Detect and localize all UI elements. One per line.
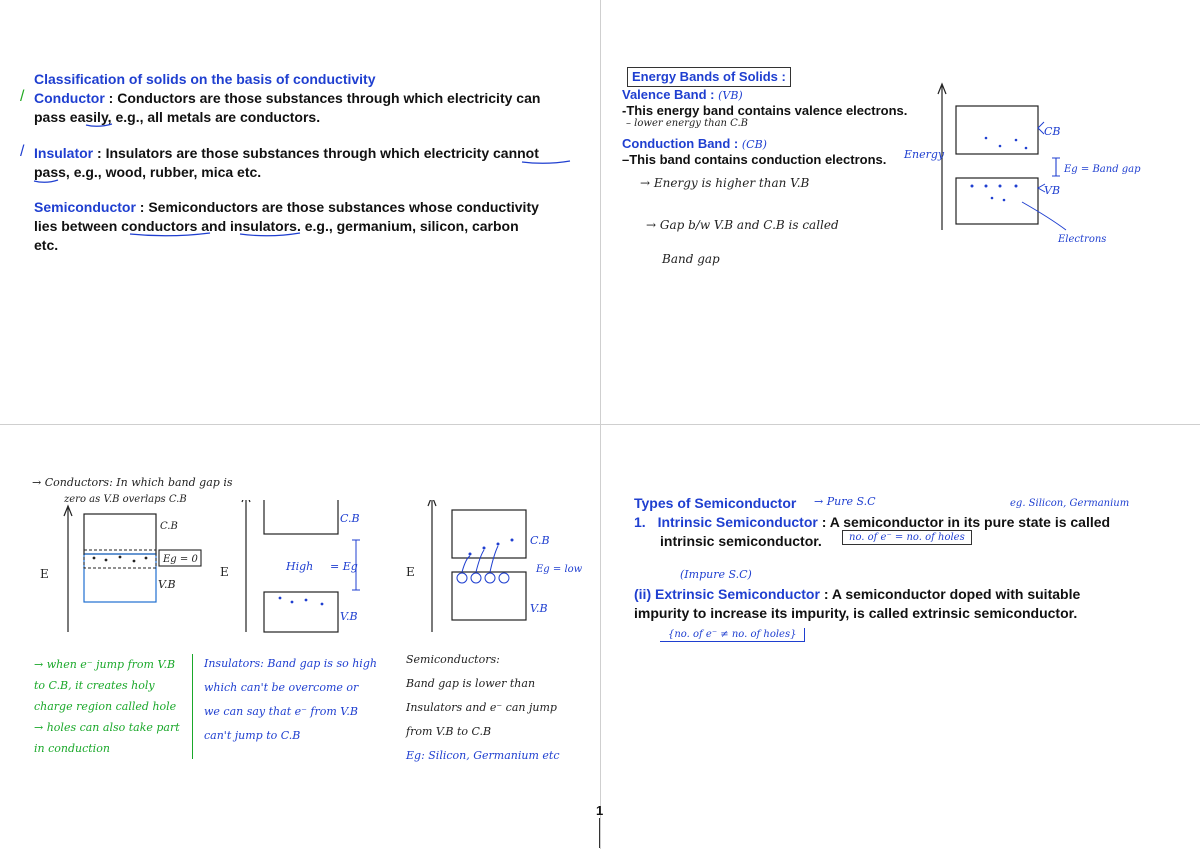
insulator-term: Insulator xyxy=(34,145,94,161)
insulator-def-line2: pass, e.g., wood, rubber, mica etc. xyxy=(34,164,262,180)
band-diagrams xyxy=(0,500,600,640)
d2-eg-label: = Eg xyxy=(330,560,358,573)
check-mark-icon: / xyxy=(20,143,25,160)
d1-vb-box xyxy=(84,554,156,602)
semiconductor-note xyxy=(406,648,586,768)
conductor-term: Conductor xyxy=(34,90,105,106)
hole-note-line: → holes can also take part xyxy=(34,721,180,734)
diagram-energy-label: Energy xyxy=(904,148,945,161)
d2-vb-label: V.B xyxy=(340,610,358,623)
semiconductor-note-line: Insulators and e⁻ can jump xyxy=(406,701,557,714)
conduction-desc: –This band contains conduction electrons. xyxy=(622,152,887,167)
semiconductor-note-line: Band gap is lower than xyxy=(406,677,536,690)
extrinsic-def-line2: impurity to increase its impurity, is called extrinsic semiconductor. xyxy=(634,605,1078,621)
energy-band-diagram xyxy=(880,80,1180,260)
extrinsic-box-note: {no. of e⁻ ≠ no. of holes} xyxy=(660,628,805,642)
semiconductor-note-line: Semiconductors: xyxy=(406,653,500,666)
valence-label: Valence Band : xyxy=(622,87,715,102)
pure-sc-hand-note: → Pure S.C xyxy=(814,495,876,508)
hole-note-line: → when e⁻ jump from V.B xyxy=(34,658,176,671)
d3-cb-box xyxy=(452,510,526,558)
semi-def-line3: etc. xyxy=(34,237,59,253)
conduction-label: Conduction Band : xyxy=(622,136,739,151)
diagram-vb-label: VB xyxy=(1044,184,1061,197)
extrinsic-def-line1: : A semiconductor doped with suitable xyxy=(819,586,1081,602)
semiconductor-term: Semiconductor xyxy=(34,199,136,215)
d3-vb-label: V.B xyxy=(530,602,548,615)
d1-cb-box xyxy=(84,514,156,554)
extrinsic-term: (ii) Extrinsic Semiconductor xyxy=(634,586,820,602)
semiconductor-note-line: from V.B to C.B xyxy=(406,725,492,738)
d3-eg-label: Eg = low xyxy=(536,564,583,575)
diagram-gap-label: Eg = Band gap xyxy=(1064,164,1141,175)
intrinsic-def-line1: : A semiconductor in its pure state is called xyxy=(817,514,1111,530)
intrinsic-box-note: no. of e⁻ = no. of holes xyxy=(842,530,972,545)
semi-def-line1: : Semiconductors are those substances whose conductivity xyxy=(135,199,539,215)
insulator-def-line1: : Insulators are those substances through which electricity cannot xyxy=(93,145,539,161)
d2-cb-label: C.B xyxy=(340,512,360,525)
hand-energy-higher: → Energy is higher than V.B xyxy=(640,176,810,190)
impure-sc-hand-note: (Impure S.C) xyxy=(680,568,752,581)
d3-vb-box xyxy=(452,572,526,620)
page-marker xyxy=(599,818,600,848)
insulator-note-line: which can't be overcome or xyxy=(204,681,359,694)
hand-gap-line2: Band gap xyxy=(662,252,720,266)
slide1-underlines xyxy=(0,0,600,260)
d2-high-label: High xyxy=(286,560,314,573)
page-number: 1 xyxy=(596,803,604,818)
conductor-def-line2: pass easily, e.g., all metals are conductors. xyxy=(34,109,321,125)
d2-vb-box xyxy=(264,592,338,632)
intrinsic-def-line2: intrinsic semiconductor. xyxy=(660,533,822,549)
hole-note xyxy=(34,654,193,759)
diagram-cb-label: CB xyxy=(1044,125,1061,138)
d1-cb-label: C.B xyxy=(160,521,178,532)
horizontal-divider xyxy=(0,424,1200,425)
conductors-note-line2: zero as V.B overlaps C.B xyxy=(64,494,187,505)
vb-box xyxy=(956,178,1038,224)
eg-hand-note: eg. Silicon, Germanium xyxy=(1010,498,1130,509)
hole-note-line: charge region called hole xyxy=(34,700,177,713)
d3-e-label: E xyxy=(406,565,415,579)
insulator-note-line: Insulators: Band gap is so high xyxy=(204,657,377,670)
hand-gap-line1: → Gap b/w V.B and C.B is called xyxy=(646,218,839,232)
d2-cb-box xyxy=(264,500,338,534)
item1-number: 1. xyxy=(634,514,646,530)
insulator-note-line: we can say that e⁻ from V.B xyxy=(204,705,358,718)
valence-desc: -This energy band contains valence electrons. xyxy=(622,103,908,118)
conductor-def-line1: : Conductors are those substances through which electricity can xyxy=(104,90,541,106)
diagram-electrons-label: Electrons xyxy=(1058,234,1107,245)
d1-e-label: E xyxy=(40,567,49,581)
slide4-title: Types of Semiconductor xyxy=(634,495,797,511)
conduction-note: (CB) xyxy=(741,138,767,151)
hole-note-line: to C.B, it creates holy xyxy=(34,679,155,692)
intrinsic-term: Intrinsic Semiconductor xyxy=(657,514,818,530)
slide2-title: Energy Bands of Solids : xyxy=(627,67,791,87)
hole-note-line: in conduction xyxy=(34,742,110,755)
valence-hand-note: – lower energy than C.B xyxy=(626,118,748,129)
d1-eg-label: Eg = 0 xyxy=(163,554,198,565)
valence-note: (VB) xyxy=(718,89,743,102)
semiconductor-note-line: Eg: Silicon, Germanium etc xyxy=(406,749,560,762)
check-mark-icon: / xyxy=(20,88,25,105)
conductors-note-line1: → Conductors: In which band gap is xyxy=(32,476,233,489)
semi-def-line2: lies between conductors and insulators. e.g., germanium, silicon, carbon xyxy=(34,218,519,234)
d2-e-label: E xyxy=(220,565,229,579)
extrinsic-definition xyxy=(634,585,1080,604)
d1-vb-label: V.B xyxy=(158,578,176,591)
d3-cb-label: C.B xyxy=(530,534,550,547)
slide1-title: Classification of solids on the basis of conductivity xyxy=(34,71,376,87)
insulator-note xyxy=(204,652,390,748)
insulator-note-line: can't jump to C.B xyxy=(204,729,301,742)
